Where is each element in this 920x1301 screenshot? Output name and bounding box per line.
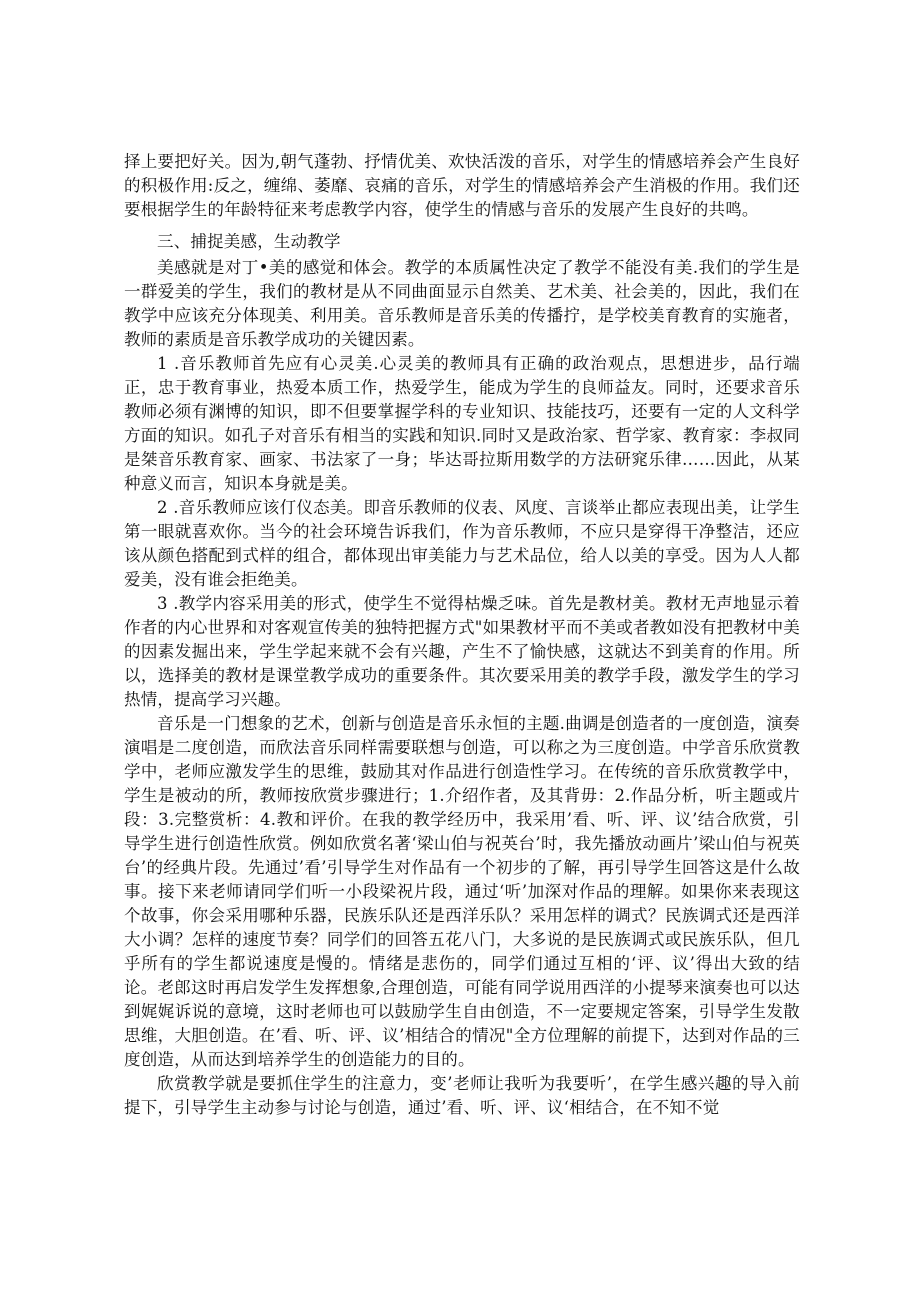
paragraph-item-1: 1 .音乐教师首先应有心灵美.心灵美的教师具有正确的政治观点，思想进步，品行端正，忠于教育事业，热爱本质工作，热爱学生，能成为学生的良师益友。同时，还要求音乐教师必须有渊博的知识，即不但要掌握学科的专业知识、技能技巧，还要有一定的人文科学方面的知识。如孔子对音乐有相当的实践和知识.同时又是政治家、哲学家、教育家：李叔同是桀音乐教育家、画家、书法家了一身；毕达哥拉斯用数学的方法研窕乐律……因此，从某种意义而言，知识本身就是美。 — [124, 354, 800, 493]
paragraph-aesthetic-intro: 美感就是对丁•美的感觉和体会。教学的本质属性决定了教学不能没有美.我们的学生是一群爱美的学生，我们的教材是从不同曲面显示自然美、艺术美、社会美的，因此，我们在教学中应该充分体现美、利用美。音乐教师是音乐美的传播拧，是学校美育教育的实施者，教师的素质是音乐教学成功的关键因素。 — [124, 258, 800, 349]
body-text — [124, 150, 800, 1120]
paragraph-item-2: 2 .音乐教师应该仃仪态美。即音乐教师的仪表、风度、言谈举止都应表现出美，让学生第一眼就喜欢你。当今的社会环境告诉我们，作为音乐教师，不应只是穿得干净整洁，还应该从颜色搭配到式样的组合，都体现出审美能力与艺术品位，给人以美的享受。因为人人都爱美，没有谁会拒绝美。 — [124, 498, 800, 589]
paragraph-continuation: 择上要把好关。因为,朝气蓬勃、抒情优美、欢快活泼的音乐，对学生的情感培养会产生良好的积极作用:反之，缠绵、萎靡、哀痛的音乐，对学生的情感培养会产生消极的作用。我们还要根据学生的年龄特征来考虑教学内容，使学生的情感与音乐的发展产生良好的共鸣。 — [124, 152, 800, 219]
paragraph-item-3: 3 .教学内容采用美的形式，使学生不觉得枯燥乏味。首先是教材美。教材无声地显示着作者的内心世界和对客观宣传美的独特把握方式"如果教材平而不美或者教如没有把教材中美的因素发掘出来，学生学起来就不会有兴趣，产生不了愉快感，这就达不到美育的作用。所以，选择美的教材是课堂教学成功的重要条件。其次要采用美的教学手段，激发学生的学习热情，提高学习兴趣。 — [124, 594, 800, 709]
section-heading: 三、捕捉美感，生动教学 — [157, 232, 341, 251]
paragraph-appreciation: 欣赏教学就是要抓住学生的注意力，变’老师让我听为我要听’，在学生感兴趣的导入前提下，引导学生主动参与讨论与创造，通过’看、听、评、议‘相结合，在不知不觉 — [124, 1074, 800, 1117]
paragraph-imagination: 音乐是一门想象的艺术，创新与创造是音乐永恒的主题.曲调是创造者的一度创造，演奏演唱是二度创造，而欣法音乐同样需要联想与创造，可以称之为三度创造。中学音乐欣赏教学中，老师应激发学生的思维，鼓励其对作品进行创造性学习。在传统的音乐欣赏教学中，学生是被动的所，教师按欣赏步骤进行；1.介绍作者，及其背毋：2.作品分析，听主题或片段：3.完整赏析：4.教和评价。在我的教学经历中，我采用’看、听、评、议’结合欣赏，引导学生进行创造性欣赏。例如欣赏名著‘梁山伯与祝英台’时，我先播放动画片’梁山伯与祝英台’的经典片段。先通过’看’引导学生对作品有一个初步的了解，再引导学生回答这是什么故事。接下来老师请同学们听一小段梁祝片段，通过‘听’加深对作品的理解。如果你来表现这个故事，你会采用哪种乐器，民族乐队还是西洋乐队？采用怎样的调式？民族调式还是西洋大小调？怎样的速度节奏？同学们的回答五花八门，大多说的是民族调式或民族乐队，但几乎所有的学生都说速度是慢的。情绪是悲伤的，同学们通过互相的‘评、议’得出大致的结论。老郎这时再启发学生发挥想象,合理创造，可能有同学说用西洋的小提琴来演奏也可以达到娓娓诉说的意境，这时老师也可以鼓励学生自由创造，不一定要规定答案，引导学生发散思维，大胆创造。在’看、听、评、议’相结合的情况"全方位理解的前提下，达到对作品的三度创造，从而达到培养学生的创造能力的目的。 — [124, 714, 800, 1069]
